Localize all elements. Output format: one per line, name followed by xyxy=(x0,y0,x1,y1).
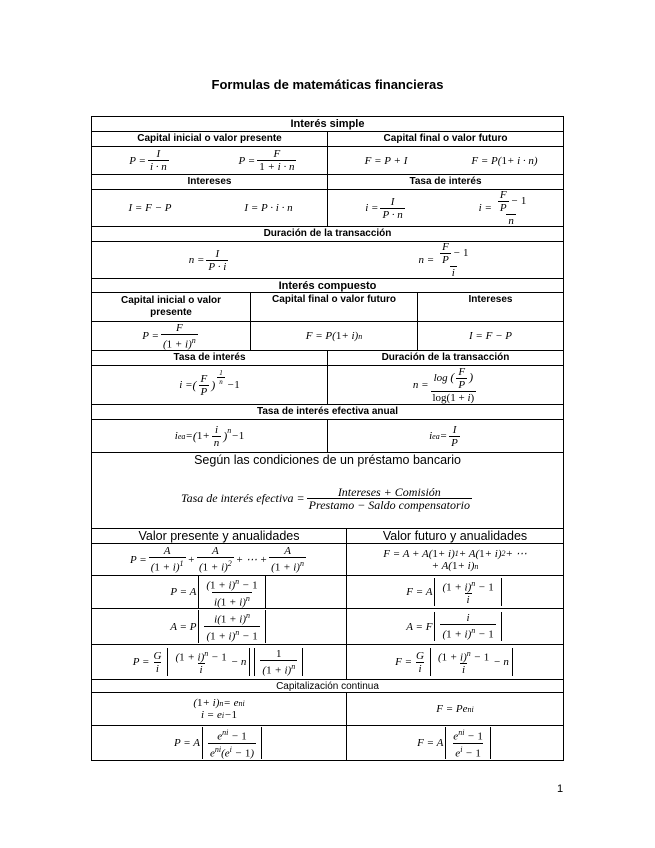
formula-annuity-future-series: F = A + A( 1 + i) 1 + A( 1 + i) 2 + ⋯ + A( 1 + i) n xyxy=(383,547,527,572)
formula-simple-duration-1: n = I P · i xyxy=(188,247,227,273)
formula-simple-present-2: P = F 1 + i · n xyxy=(238,148,295,173)
simple-section-title: Interés simple xyxy=(290,118,365,130)
compound-effective-header: Tasa de interés efectiva anual xyxy=(257,406,398,417)
formula-effective-rate-1: i ea = ( 1 + i n ) $^n$ − 1 xyxy=(174,423,245,449)
formula-continuous-future: F = Pe ni xyxy=(436,703,474,715)
formula-annuity-present: P = A $(1 + i)^n - 1$ $i(1 + i)^n$ xyxy=(91,575,347,609)
formula-simple-interest-1: I = F − P xyxy=(128,202,172,214)
compound-section-title: Interés compuesto xyxy=(278,279,377,292)
compound-duration-header: Duración de la transacción xyxy=(381,352,510,363)
formula-annuity-a-from-future: A = F i $(1 + i)^n - 1$ xyxy=(346,608,564,645)
bank-numerator: Intereses + Comisión xyxy=(337,484,441,499)
formula-simple-rate-2: i = $\frac{F}{P}$ − 1 n xyxy=(478,189,527,227)
formula-compound-present: P = F $(1 + i)^n$ xyxy=(142,321,196,351)
formula-simple-rate-1: i = I P · n xyxy=(365,195,403,221)
formula-annuity-future: F = A $(1 + i)^n - 1$ i xyxy=(346,575,564,609)
formula-compound-duration: n = log ( $\frac{F}{P}$ ) log(1 + i) xyxy=(412,366,475,404)
formula-simple-present-1: P = I i · n xyxy=(129,148,167,173)
compound-present-header: Capital inicial o valor presente xyxy=(120,295,222,318)
annuity-present-header: Valor presente y anualidades xyxy=(138,529,300,543)
simple-present-header: Capital inicial o valor presente xyxy=(137,133,282,144)
compound-future-header: Capital final o valor futuro xyxy=(272,294,396,305)
formula-bank-effective-rate xyxy=(91,476,564,520)
formula-simple-future-2: F = P( 1 + i · n) xyxy=(471,154,538,167)
formula-gradient-future: F = G i $(1 + i)^n - 1$ i − n xyxy=(346,644,564,680)
formula-effective-rate-2: i ea = I P xyxy=(429,423,458,449)
simple-duration-header: Duración de la transacción xyxy=(263,228,392,239)
formula-continuous-annuity-present: P = A $e^{ni} - 1$ $e^{ni}(e^i - 1)$ xyxy=(91,725,347,761)
bank-loan-heading: Según las condiciones de un préstamo bancario xyxy=(194,453,461,467)
page-number: 1 xyxy=(557,783,564,795)
formula-continuous-annuity-future: F = A $e^{ni} - 1$ $e^i - 1$ xyxy=(346,725,564,761)
compound-interest-header: Intereses xyxy=(468,294,513,305)
simple-interest-header: Intereses xyxy=(187,176,232,187)
annuity-future-header: Valor futuro y anualidades xyxy=(382,529,528,543)
formula-compound-future: F = P( 1 + i) n xyxy=(305,330,363,342)
formula-gradient-present: P = G i $(1 + i)^n - 1$ i − n 1 $(1 + i)^n$ xyxy=(91,644,347,680)
continuous-heading: Capitalización continua xyxy=(276,680,379,692)
bank-lhs: Tasa de interés efectiva = xyxy=(181,490,305,505)
formula-compound-rate: i = ( F P ) $^{\frac{1}{n}}$ − 1 xyxy=(179,368,240,398)
formula-simple-duration-2: n = $\frac{F}{P}$ − 1 i xyxy=(418,241,469,279)
formula-compound-interest: I = F − P xyxy=(469,330,512,342)
simple-future-header: Capital final o valor futuro xyxy=(383,133,508,144)
bank-denominator: Prestamo − Saldo compensatorio xyxy=(308,497,470,512)
formula-simple-future-1: F = P + I xyxy=(364,154,408,167)
simple-rate-header: Tasa de interés xyxy=(409,176,482,187)
formula-annuity-present-series: P = A $(1 + i)^1$ + A $(1 + i)^2$ + ⋯ + A $(1 + i)^n$ xyxy=(130,545,304,574)
page-title: Formulas de matemáticas financieras xyxy=(211,77,444,92)
formula-continuous-rate: ( 1 + i) n = e ni i = e i − 1 xyxy=(193,697,245,721)
formula-simple-interest-2: I = P · i · n xyxy=(244,202,293,214)
compound-rate-header: Tasa de interés xyxy=(173,352,246,363)
formula-annuity-a-from-present: A = P $i(1 + i)^n$ $(1 + i)^n - 1$ xyxy=(91,608,347,645)
